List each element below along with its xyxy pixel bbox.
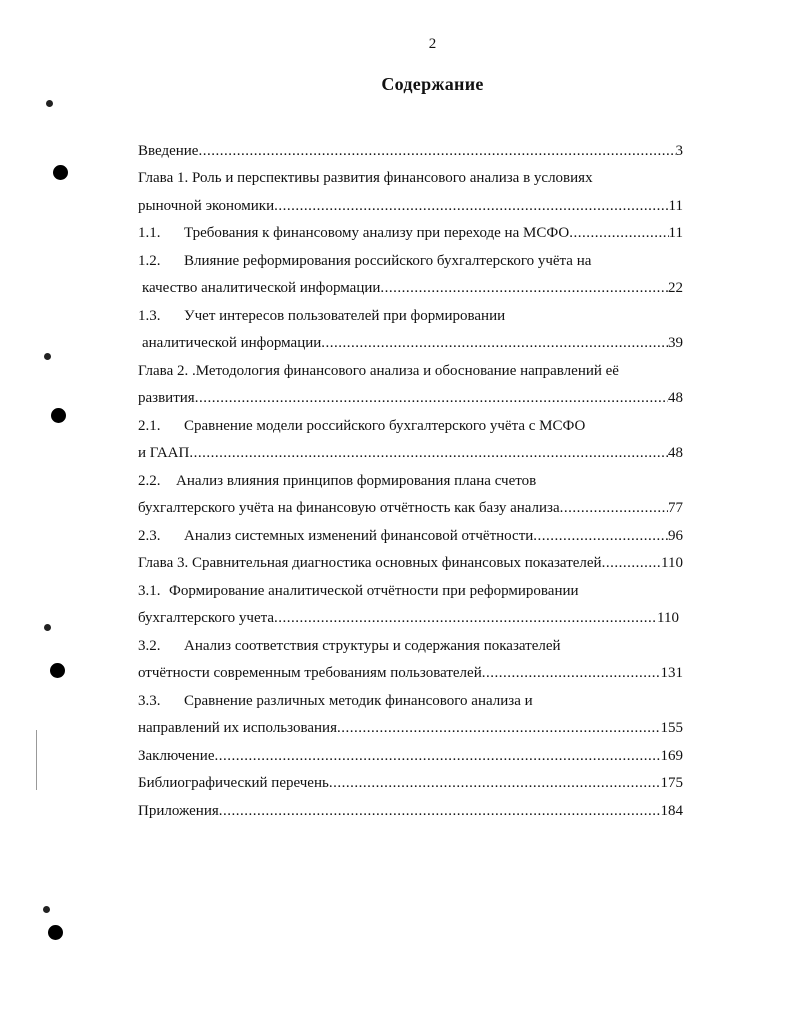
toc-entry-title: Анализ соответствия структуры и содержания показателей [184,638,561,654]
toc-entry-page: 169 [660,748,683,764]
toc-entry-page: 184 [660,803,683,819]
toc-entry-title: Глава 1. Роль и перспективы развития финансового анализа в условиях [138,170,593,186]
toc-entry-title: направлений их использования [138,720,337,736]
toc-leader-dots [274,609,657,627]
toc-entry-number: 3.2. [138,638,161,654]
toc-entry-number: 2.3. [138,528,161,544]
toc-leader-dots [337,719,661,737]
toc-entry-title: и ГААП [138,445,190,461]
toc-entry-title: Глава 3. Сравнительная диагностика основных финансовых показателей [138,555,602,571]
toc-leader-dots [215,747,661,765]
toc-entry-section-3-1[interactable] [138,582,683,600]
toc-entry-title: Сравнение различных методик финансового анализа и [184,693,533,709]
toc-entry-bibliography[interactable] [138,774,683,792]
toc-leader-dots [198,142,675,160]
toc-entry-section-3-3-cont[interactable] [138,719,683,737]
toc-entry-chapter-1-cont[interactable] [138,197,683,215]
toc-entry-page: 155 [660,720,683,736]
toc-leader-dots [482,664,661,682]
toc-entry-section-2-1[interactable] [138,417,683,435]
toc-entry-title: Заключение [138,748,215,764]
toc-leader-dots [195,389,668,407]
toc-entry-section-1-1[interactable] [138,224,683,242]
toc-entry-chapter-1[interactable] [138,169,683,187]
toc-entry-section-2-2[interactable] [138,472,683,490]
toc-entry-introduction[interactable] [138,142,683,160]
toc-entry-title: Приложения [138,803,219,819]
toc-leader-dots [560,499,668,517]
toc-entry-section-2-2-cont[interactable] [138,499,683,517]
toc-entry-page: 48 [668,390,683,406]
toc-entry-page: 77 [668,500,683,516]
toc-entry-appendices[interactable] [138,802,683,820]
toc-entry-chapter-3[interactable] [138,554,683,572]
toc-entry-title: Сравнение модели российского бухгалтерского учёта с МСФО [184,418,586,434]
toc-entry-title: отчётности современным требованиям пользователей [138,665,482,681]
toc-entry-page: 131 [660,665,683,681]
toc-entry-title: Учет интересов пользователей при формировании [184,308,506,324]
toc-entry-chapter-2-cont[interactable] [138,389,683,407]
toc-entry-section-3-3[interactable] [138,692,683,710]
toc-entry-section-2-3[interactable] [138,527,683,545]
toc-entry-section-2-1-cont[interactable] [138,444,683,462]
toc-entry-number: 3.3. [138,693,161,709]
toc-entry-title: развития [138,390,195,406]
toc-entry-title: рыночной экономики [138,198,275,214]
toc-leader-dots [569,224,668,242]
toc-entry-title: Введение [138,143,199,159]
toc-entry-title: бухгалтерского учета [138,610,275,626]
page-title: Содержание [381,74,484,94]
toc-entry-title: качество аналитической информации [142,280,381,296]
toc-entry-title: Требования к финансовому анализу при переходе на МСФО [184,225,570,241]
toc-leader-dots [321,334,668,352]
toc-entry-number: 3.1. [138,583,161,599]
toc-entry-number: 2.1. [138,418,161,434]
toc-entry-title: Анализ влияния принципов формирования плана счетов [176,473,537,489]
toc-entry-page: 39 [668,335,683,351]
toc-leader-dots [380,279,668,297]
toc-leader-dots [602,554,661,572]
toc-entry-page: 11 [668,225,683,241]
toc-entry-section-1-3[interactable] [138,307,683,325]
toc-entry-section-3-2[interactable] [138,637,683,655]
toc-leader-dots [533,527,668,545]
toc-entry-number: 1.2. [138,253,161,269]
toc-entry-conclusion[interactable] [138,747,683,765]
toc-leader-dots [274,197,668,215]
toc-entry-section-3-2-cont[interactable] [138,664,683,682]
toc-entry-title: аналитической информации [142,335,322,351]
toc-entry-section-1-3-cont[interactable] [142,334,683,352]
toc-entry-page: 11 [668,198,683,214]
toc-entry-title: Глава 2. .Методология финансового анализа и обоснование направлений её [138,363,619,379]
toc-entry-section-1-2[interactable] [138,252,683,270]
toc-leader-dots [219,802,661,820]
toc-entry-page: 22 [668,280,683,296]
toc-entry-title: Библиографический перечень [138,775,329,791]
toc-entry-title: Формирование аналитической отчётности при реформировании [169,583,579,599]
toc-entry-page: 96 [668,528,683,544]
toc-entry-number: 1.1. [138,225,161,241]
toc-entry-page: 48 [668,445,683,461]
toc-leader-dots [329,774,661,792]
toc-leader-dots [189,444,668,462]
toc-entry-page: 110 [657,610,679,626]
toc-entry-title: Влияние реформирования российского бухгалтерского учёта на [184,253,592,269]
toc-entry-number: 1.3. [138,308,161,324]
toc-entry-section-3-1-cont[interactable] [138,609,679,627]
toc-entry-section-1-2-cont[interactable] [142,279,683,297]
toc-entry-chapter-2[interactable] [138,362,683,380]
toc-entry-title: Анализ системных изменений финансовой отчётности [184,528,534,544]
toc-entry-page: 110 [661,555,683,571]
toc-entry-page: 3 [675,143,683,159]
toc-entry-title: бухгалтерского учёта на финансовую отчётность как базу анализа [138,500,560,516]
page-number: 2 [428,36,437,52]
toc-entry-page: 175 [660,775,683,791]
toc-entry-number: 2.2. [138,473,161,489]
